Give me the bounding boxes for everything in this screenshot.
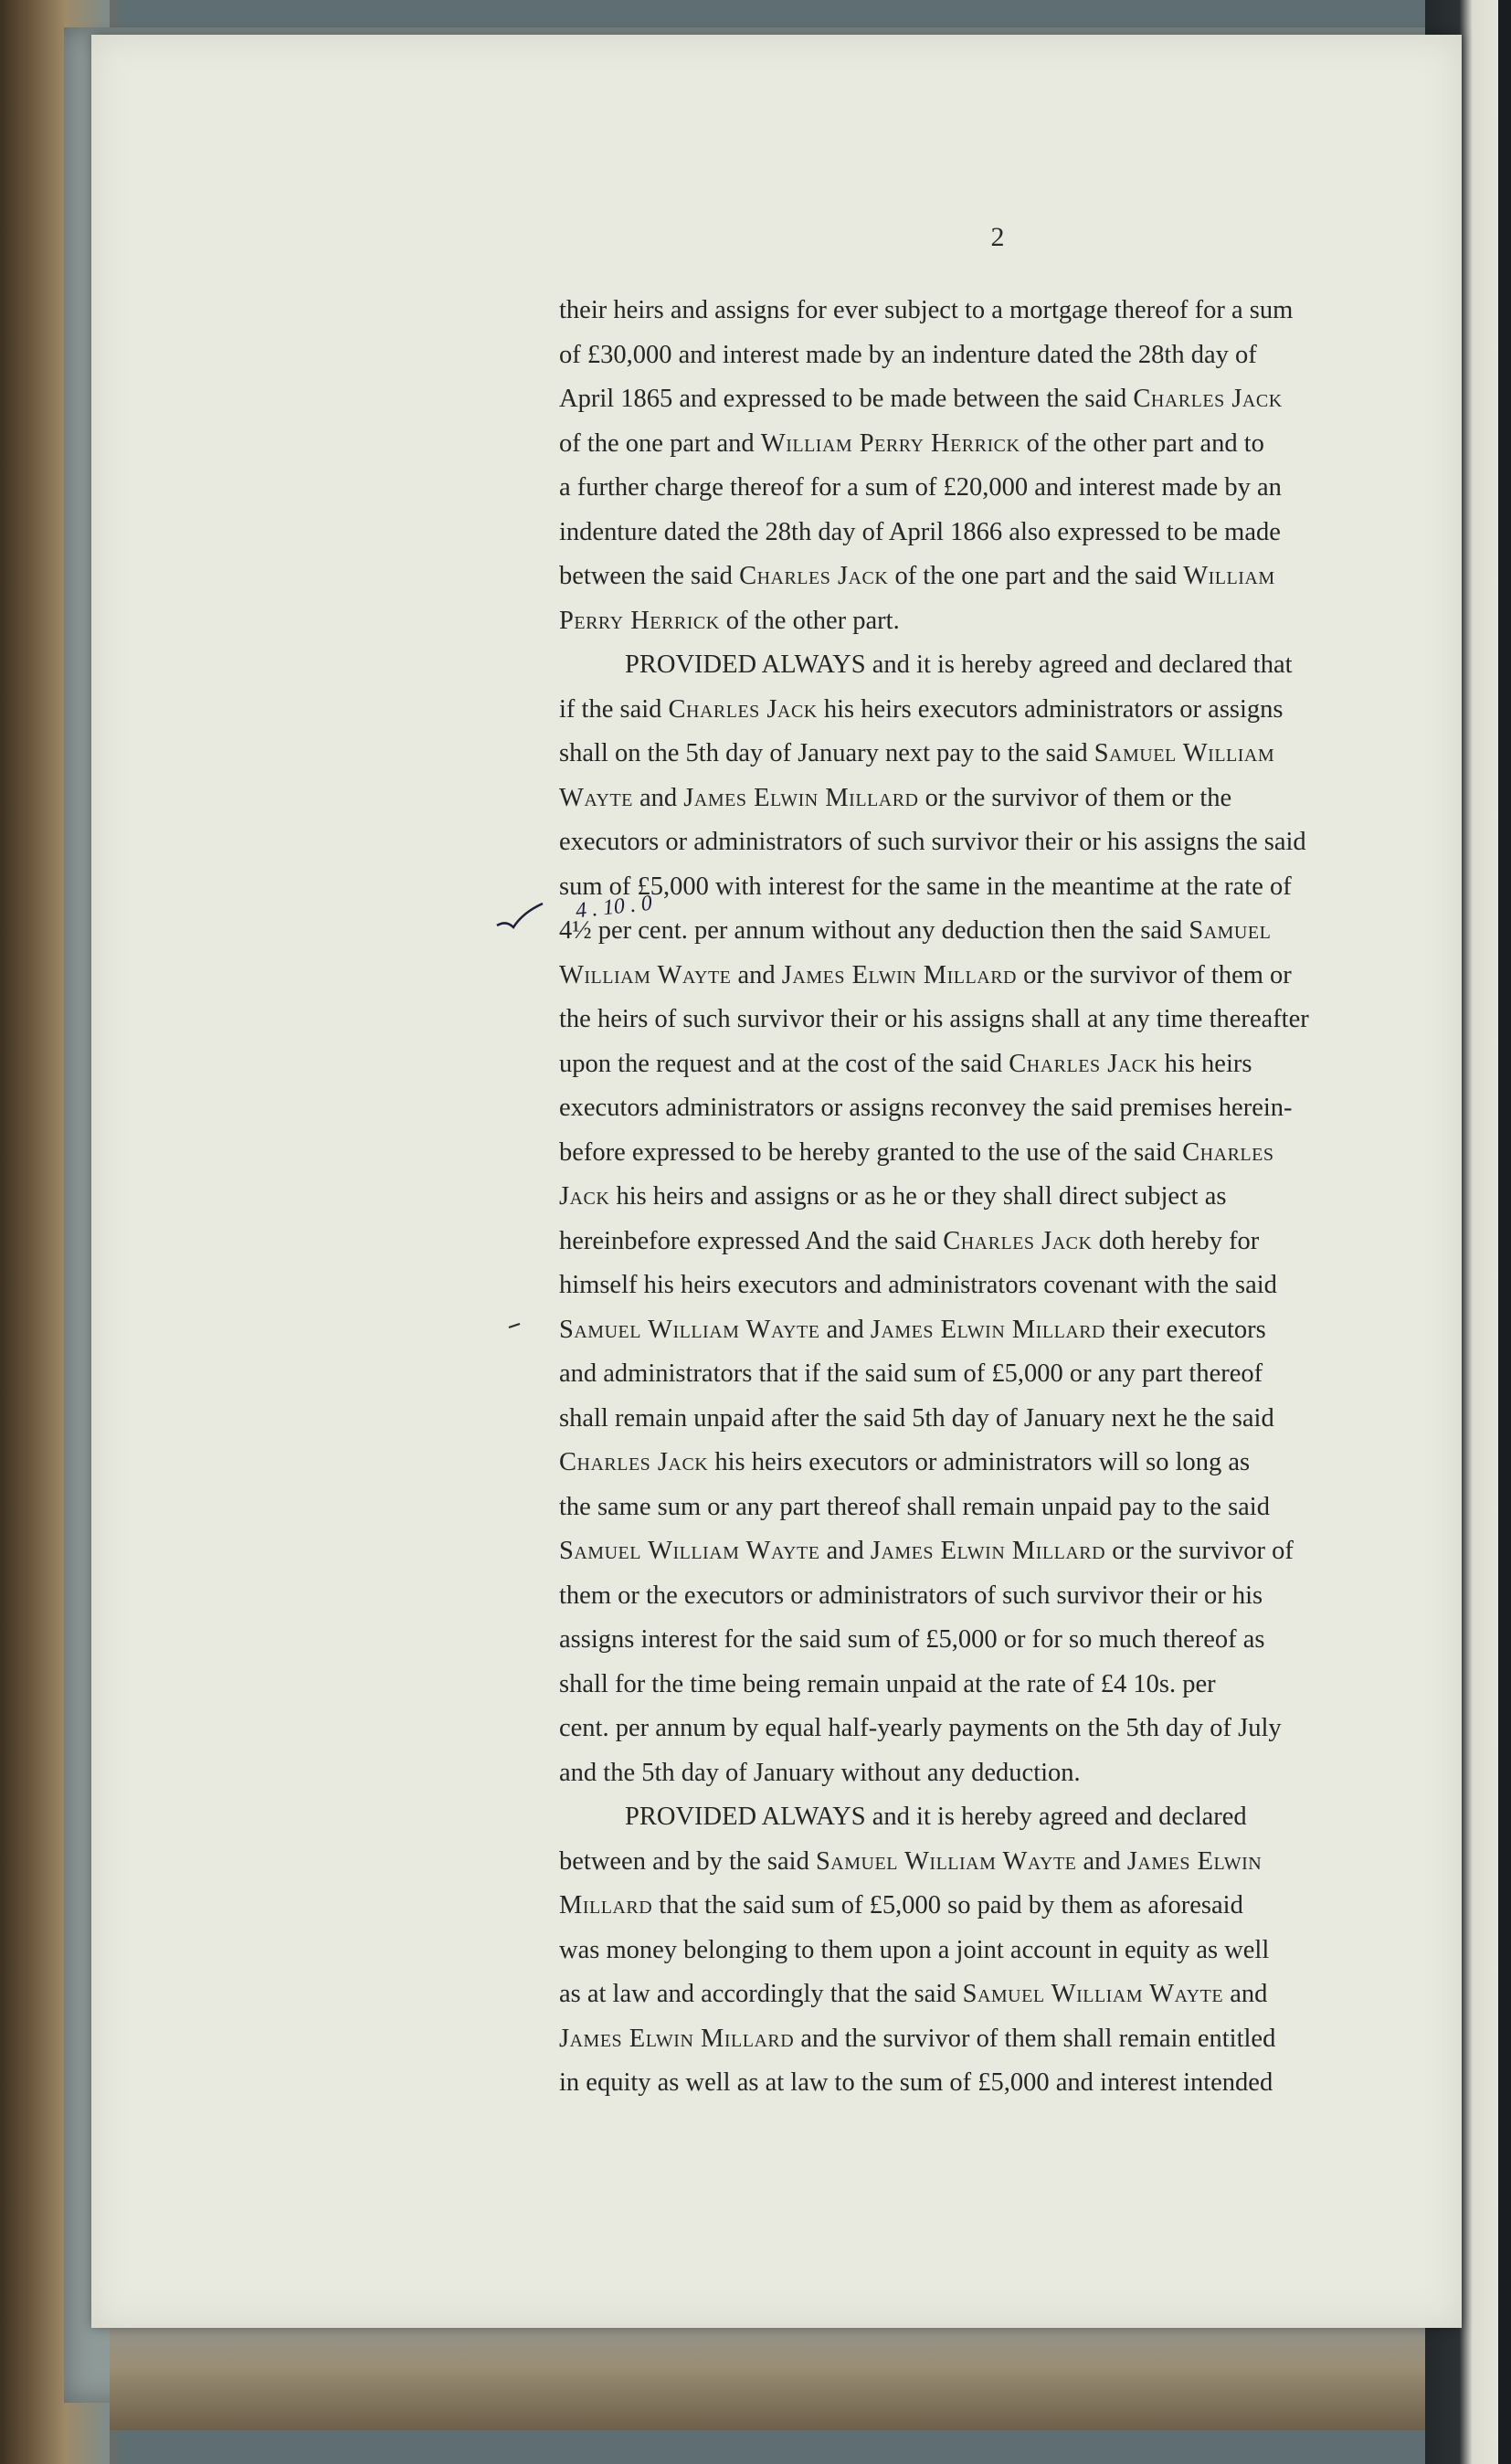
text-line bbox=[559, 732, 1473, 777]
party-name: Samuel William Wayte bbox=[559, 1537, 820, 1565]
text-line bbox=[559, 1175, 1473, 1220]
text-line bbox=[559, 466, 1473, 511]
text-segment: their heirs and assigns for ever subject to a mortgage thereof for a sum bbox=[559, 296, 1294, 324]
text-segment: assigns interest for the said sum of £5,000 or for so much thereof as bbox=[559, 1625, 1265, 1654]
text-segment: hereinbefore expressed And the said bbox=[559, 1226, 944, 1255]
text-line bbox=[559, 1884, 1473, 1929]
text-segment: that the said sum of £5,000 so paid by them as aforesaid bbox=[652, 1891, 1243, 1919]
text-segment: between and by the said bbox=[559, 1846, 816, 1876]
party-name: Charles Jack bbox=[559, 1448, 709, 1476]
party-name: William Perry Herrick bbox=[760, 428, 1020, 458]
text-segment: his heirs executors or administrators will so long as bbox=[708, 1448, 1251, 1476]
text-segment: and bbox=[731, 960, 782, 989]
text-line bbox=[559, 1086, 1473, 1131]
party-name: Samuel William Wayte bbox=[962, 1980, 1224, 2008]
party-name: James Elwin Millard bbox=[559, 2024, 795, 2053]
text-segment: his heirs bbox=[1157, 1049, 1252, 1078]
text-line bbox=[559, 1486, 1473, 1530]
text-line bbox=[559, 865, 1473, 910]
text-line bbox=[559, 1441, 1473, 1486]
handwritten-correction: 4 . 10 . 0 bbox=[574, 891, 654, 924]
margin-tick-mark bbox=[493, 900, 548, 936]
party-name: Charles Jack bbox=[943, 1226, 1093, 1255]
text-segment: PROVIDED ALWAYS and it is hereby agreed and declared that bbox=[625, 650, 1293, 679]
party-name: Millard bbox=[559, 1891, 653, 1919]
text-line bbox=[559, 511, 1473, 555]
party-name: Jack bbox=[559, 1182, 610, 1211]
text-segment: or the survivor of bbox=[1105, 1537, 1294, 1565]
text-line bbox=[559, 1042, 1473, 1087]
text-line bbox=[559, 599, 1473, 644]
text-segment: sum of £5,000 with interest for the same in the meantime at the rate of bbox=[559, 872, 1292, 901]
text-segment: shall for the time being remain unpaid at the rate of £4 10s. per bbox=[559, 1669, 1216, 1698]
text-segment: his heirs executors administrators or assigns bbox=[817, 694, 1284, 724]
text-line bbox=[559, 422, 1473, 467]
text-segment: upon the request and at the cost of the said bbox=[559, 1049, 1009, 1078]
party-name: Charles Jack bbox=[1133, 385, 1283, 413]
text-segment: and the 5th day of January without any deduction. bbox=[559, 1758, 1081, 1787]
party-name: Samuel William Wayte bbox=[815, 1846, 1077, 1876]
party-name: Samuel William bbox=[1094, 739, 1275, 767]
text-line bbox=[559, 1972, 1473, 2017]
text-line bbox=[559, 688, 1473, 733]
text-line bbox=[559, 954, 1473, 999]
party-name: Wayte bbox=[559, 783, 633, 812]
text-line bbox=[559, 909, 1473, 954]
text-line bbox=[559, 1751, 1473, 1796]
text-segment: of the other part and to bbox=[1020, 428, 1264, 458]
text-segment: himself his heirs executors and administrators covenant with the said bbox=[559, 1271, 1277, 1299]
text-segment: his heirs and assigns or as he or they shall direct subject as bbox=[609, 1182, 1227, 1211]
text-segment: doth hereby for bbox=[1092, 1226, 1260, 1255]
text-segment: and bbox=[1223, 1980, 1268, 2008]
party-name: Perry Herrick bbox=[559, 606, 720, 635]
party-name: Charles Jack bbox=[739, 562, 889, 590]
party-name: William Wayte bbox=[559, 960, 732, 989]
text-segment: as at law and accordingly that the said bbox=[559, 1980, 963, 2008]
text-line bbox=[559, 1352, 1473, 1397]
text-segment: and bbox=[1076, 1846, 1127, 1876]
text-segment: or the survivor of them or bbox=[1016, 960, 1292, 989]
text-segment: or the survivor of them or the bbox=[918, 783, 1232, 812]
text-segment: and bbox=[819, 1537, 871, 1565]
text-line bbox=[559, 1220, 1473, 1264]
page-number: 2 bbox=[990, 222, 1005, 252]
text-segment: the same sum or any part thereof shall remain unpaid pay to the said bbox=[559, 1492, 1270, 1521]
text-segment: shall remain unpaid after the said 5th day of January next he the said bbox=[559, 1403, 1274, 1433]
party-name: Charles bbox=[1182, 1137, 1274, 1167]
text-segment: of the one part and the said bbox=[888, 562, 1184, 590]
text-segment: before expressed to be hereby granted to the use of the said bbox=[559, 1137, 1183, 1167]
text-line bbox=[559, 555, 1473, 599]
party-name: James Elwin Millard bbox=[683, 783, 919, 812]
party-name: William bbox=[1183, 562, 1275, 590]
text-line bbox=[559, 2017, 1473, 2062]
body-text bbox=[559, 289, 1473, 2125]
text-line bbox=[559, 1929, 1473, 1973]
party-name: James Elwin Millard bbox=[870, 1315, 1106, 1344]
text-segment: was money belonging to them upon a joint account in equity as well bbox=[559, 1935, 1270, 1964]
text-segment: 4½ per cent. per annum without any deduction then the said bbox=[559, 916, 1189, 945]
text-segment: their executors bbox=[1105, 1315, 1266, 1344]
party-name: Samuel William Wayte bbox=[559, 1315, 820, 1344]
party-name: Charles Jack bbox=[1009, 1049, 1158, 1078]
text-segment: executors administrators or assigns reconvey the said premises herein- bbox=[559, 1094, 1293, 1122]
text-line bbox=[559, 1840, 1473, 1885]
text-line bbox=[559, 377, 1473, 422]
text-segment: of the other part. bbox=[719, 606, 900, 635]
text-segment: shall on the 5th day of January next pay to the said bbox=[559, 739, 1094, 767]
text-segment: if the said bbox=[559, 694, 669, 724]
text-line bbox=[559, 1795, 1473, 1840]
text-line bbox=[559, 1131, 1473, 1176]
text-segment: in equity as well as at law to the sum of £5,000 and interest intended bbox=[559, 2068, 1273, 2097]
party-name: James Elwin Millard bbox=[870, 1537, 1106, 1565]
text-segment: the heirs of such survivor their or his assigns shall at any time thereafter bbox=[559, 1005, 1309, 1033]
text-line bbox=[559, 2061, 1473, 2106]
text-line bbox=[559, 1707, 1473, 1751]
text-segment: and bbox=[632, 783, 684, 812]
text-segment: between the said bbox=[559, 562, 740, 590]
text-line bbox=[559, 643, 1473, 688]
text-segment: executors or administrators of such survivor their or his assigns the said bbox=[559, 828, 1306, 856]
text-line bbox=[559, 1663, 1473, 1708]
text-segment: indenture dated the 28th day of April 1866 also expressed to be made bbox=[559, 517, 1281, 546]
text-line bbox=[559, 1618, 1473, 1663]
text-line bbox=[559, 289, 1473, 333]
party-name: Samuel bbox=[1189, 916, 1272, 945]
text-line bbox=[559, 1574, 1473, 1619]
margin-dot-mark bbox=[507, 1320, 525, 1331]
text-segment: April 1865 and expressed to be made between the said bbox=[559, 385, 1134, 413]
text-segment: them or the executors or administrators of such survivor their or his bbox=[559, 1581, 1263, 1610]
text-segment: of £30,000 and interest made by an indenture dated the 28th day of bbox=[559, 340, 1257, 369]
scan-right-border bbox=[1498, 0, 1511, 2464]
text-segment: and bbox=[819, 1315, 871, 1344]
party-name: James Elwin Millard bbox=[781, 960, 1017, 989]
text-segment: and the survivor of them shall remain entitled bbox=[794, 2024, 1276, 2053]
text-segment: PROVIDED ALWAYS and it is hereby agreed and declared bbox=[625, 1803, 1247, 1831]
text-line bbox=[559, 333, 1473, 378]
text-line bbox=[559, 820, 1473, 865]
text-line bbox=[559, 1397, 1473, 1442]
text-line bbox=[559, 1529, 1473, 1574]
text-line bbox=[559, 998, 1473, 1042]
text-line bbox=[559, 1308, 1473, 1353]
text-segment: cent. per annum by equal half-yearly payments on the 5th day of July bbox=[559, 1714, 1282, 1742]
text-line bbox=[559, 1264, 1473, 1308]
text-line bbox=[559, 777, 1473, 821]
party-name: James Elwin bbox=[1126, 1846, 1263, 1876]
text-segment: a further charge thereof for a sum of £20,000 and interest made by an bbox=[559, 473, 1282, 502]
text-segment: and administrators that if the said sum of £5,000 or any part thereof bbox=[559, 1359, 1263, 1388]
party-name: Charles Jack bbox=[668, 694, 818, 724]
text-segment: of the one part and bbox=[559, 428, 761, 458]
